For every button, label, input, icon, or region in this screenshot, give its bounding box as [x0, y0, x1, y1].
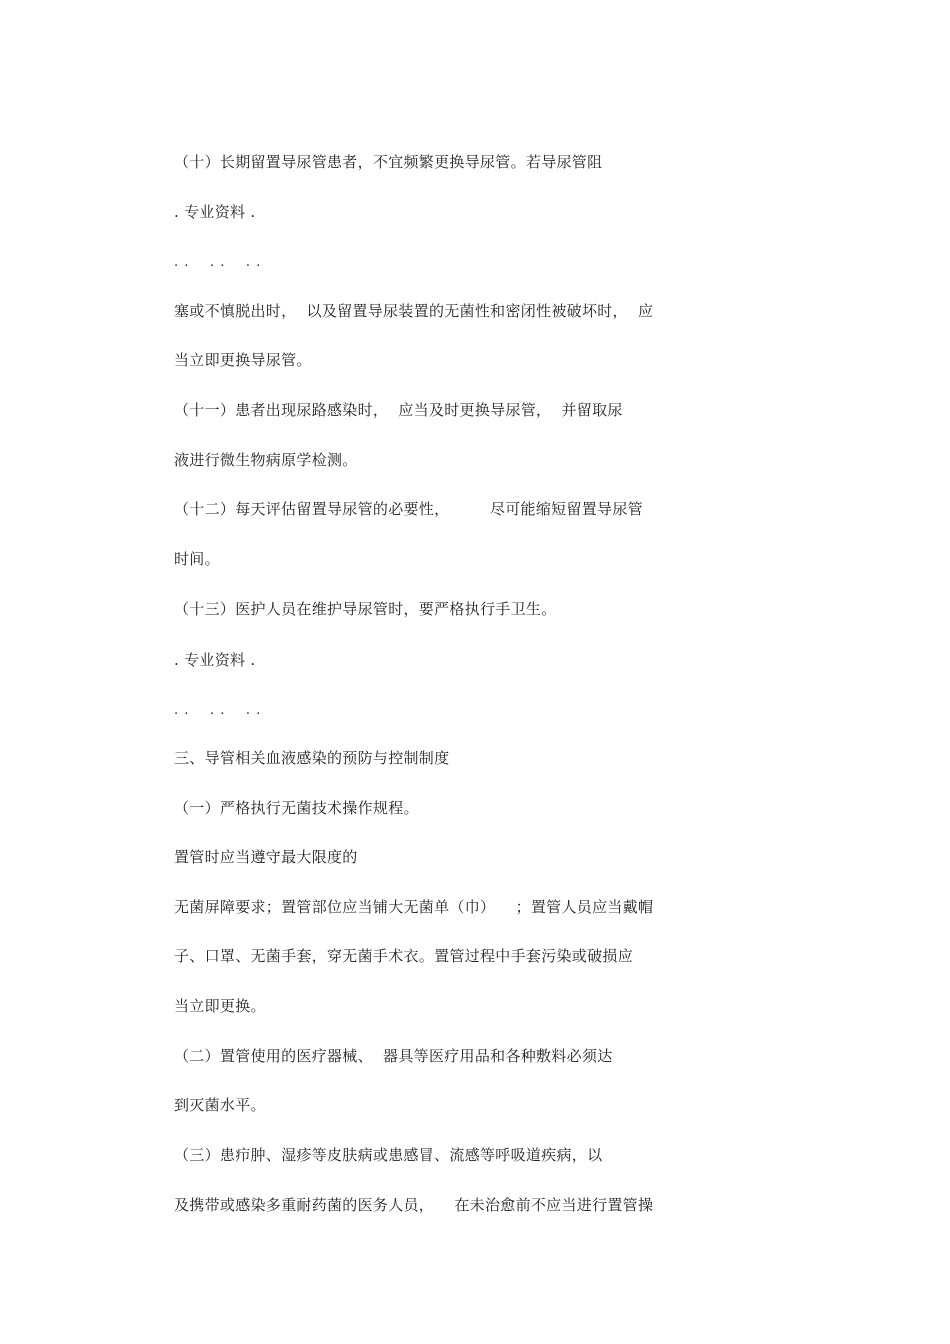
section-heading: 三、导管相关血液感染的预防与控制制度	[174, 749, 450, 767]
paragraph-line-12: 子、口罩、无菌手套，穿无菌手术衣。置管过程中手套污染或破损应	[174, 947, 634, 965]
paragraph-line-14: （二）置管使用的医疗器械、 器具等医疗用品和各种敷料必须达	[174, 1047, 613, 1065]
paragraph-line-11: 无菌屏障要求；置管部位应当铺大无菌单（巾） ；置管人员应当戴帽	[174, 898, 654, 916]
paragraph-line-4: （十一）患者出现尿路感染时， 应当及时更换导尿管， 并留取尿	[174, 401, 623, 419]
footer-label-1: . 专业资料 .	[174, 203, 256, 221]
dot-separator-2: . . . . . .	[174, 703, 262, 718]
paragraph-line-8: （十三）医护人员在维护导尿管时，要严格执行手卫生。	[174, 600, 557, 618]
paragraph-line-15: 到灭菌水平。	[174, 1096, 266, 1114]
paragraph-line-13: 当立即更换。	[174, 997, 266, 1015]
paragraph-line-10: 置管时应当遵守最大限度的	[174, 848, 358, 866]
paragraph-line-16: （三）患疖肿、湿疹等皮肤病或患感冒、流感等呼吸道疾病，以	[174, 1146, 603, 1164]
footer-label-2: . 专业资料 .	[174, 651, 256, 669]
dot-separator-1: . . . . . .	[174, 255, 262, 270]
paragraph-line-9: （一）严格执行无菌技术操作规程。	[174, 799, 419, 817]
paragraph-line-6: （十二）每天评估留置导尿管的必要性， 尽可能缩短留置导尿管	[174, 500, 643, 518]
paragraph-line-5: 液进行微生物病原学检测。	[174, 451, 358, 469]
paragraph-line-7: 时间。	[174, 550, 220, 568]
paragraph-line-17: 及携带或感染多重耐药菌的医务人员， 在未治愈前不应当进行置管操	[174, 1196, 654, 1214]
paragraph-line-1: （十）长期留置导尿管患者，不宜频繁更换导尿管。若导尿管阻	[174, 153, 603, 171]
paragraph-line-2: 塞或不慎脱出时， 以及留置导尿装置的无菌性和密闭性被破坏时， 应	[174, 302, 654, 320]
paragraph-line-3: 当立即更换导尿管。	[174, 351, 312, 369]
